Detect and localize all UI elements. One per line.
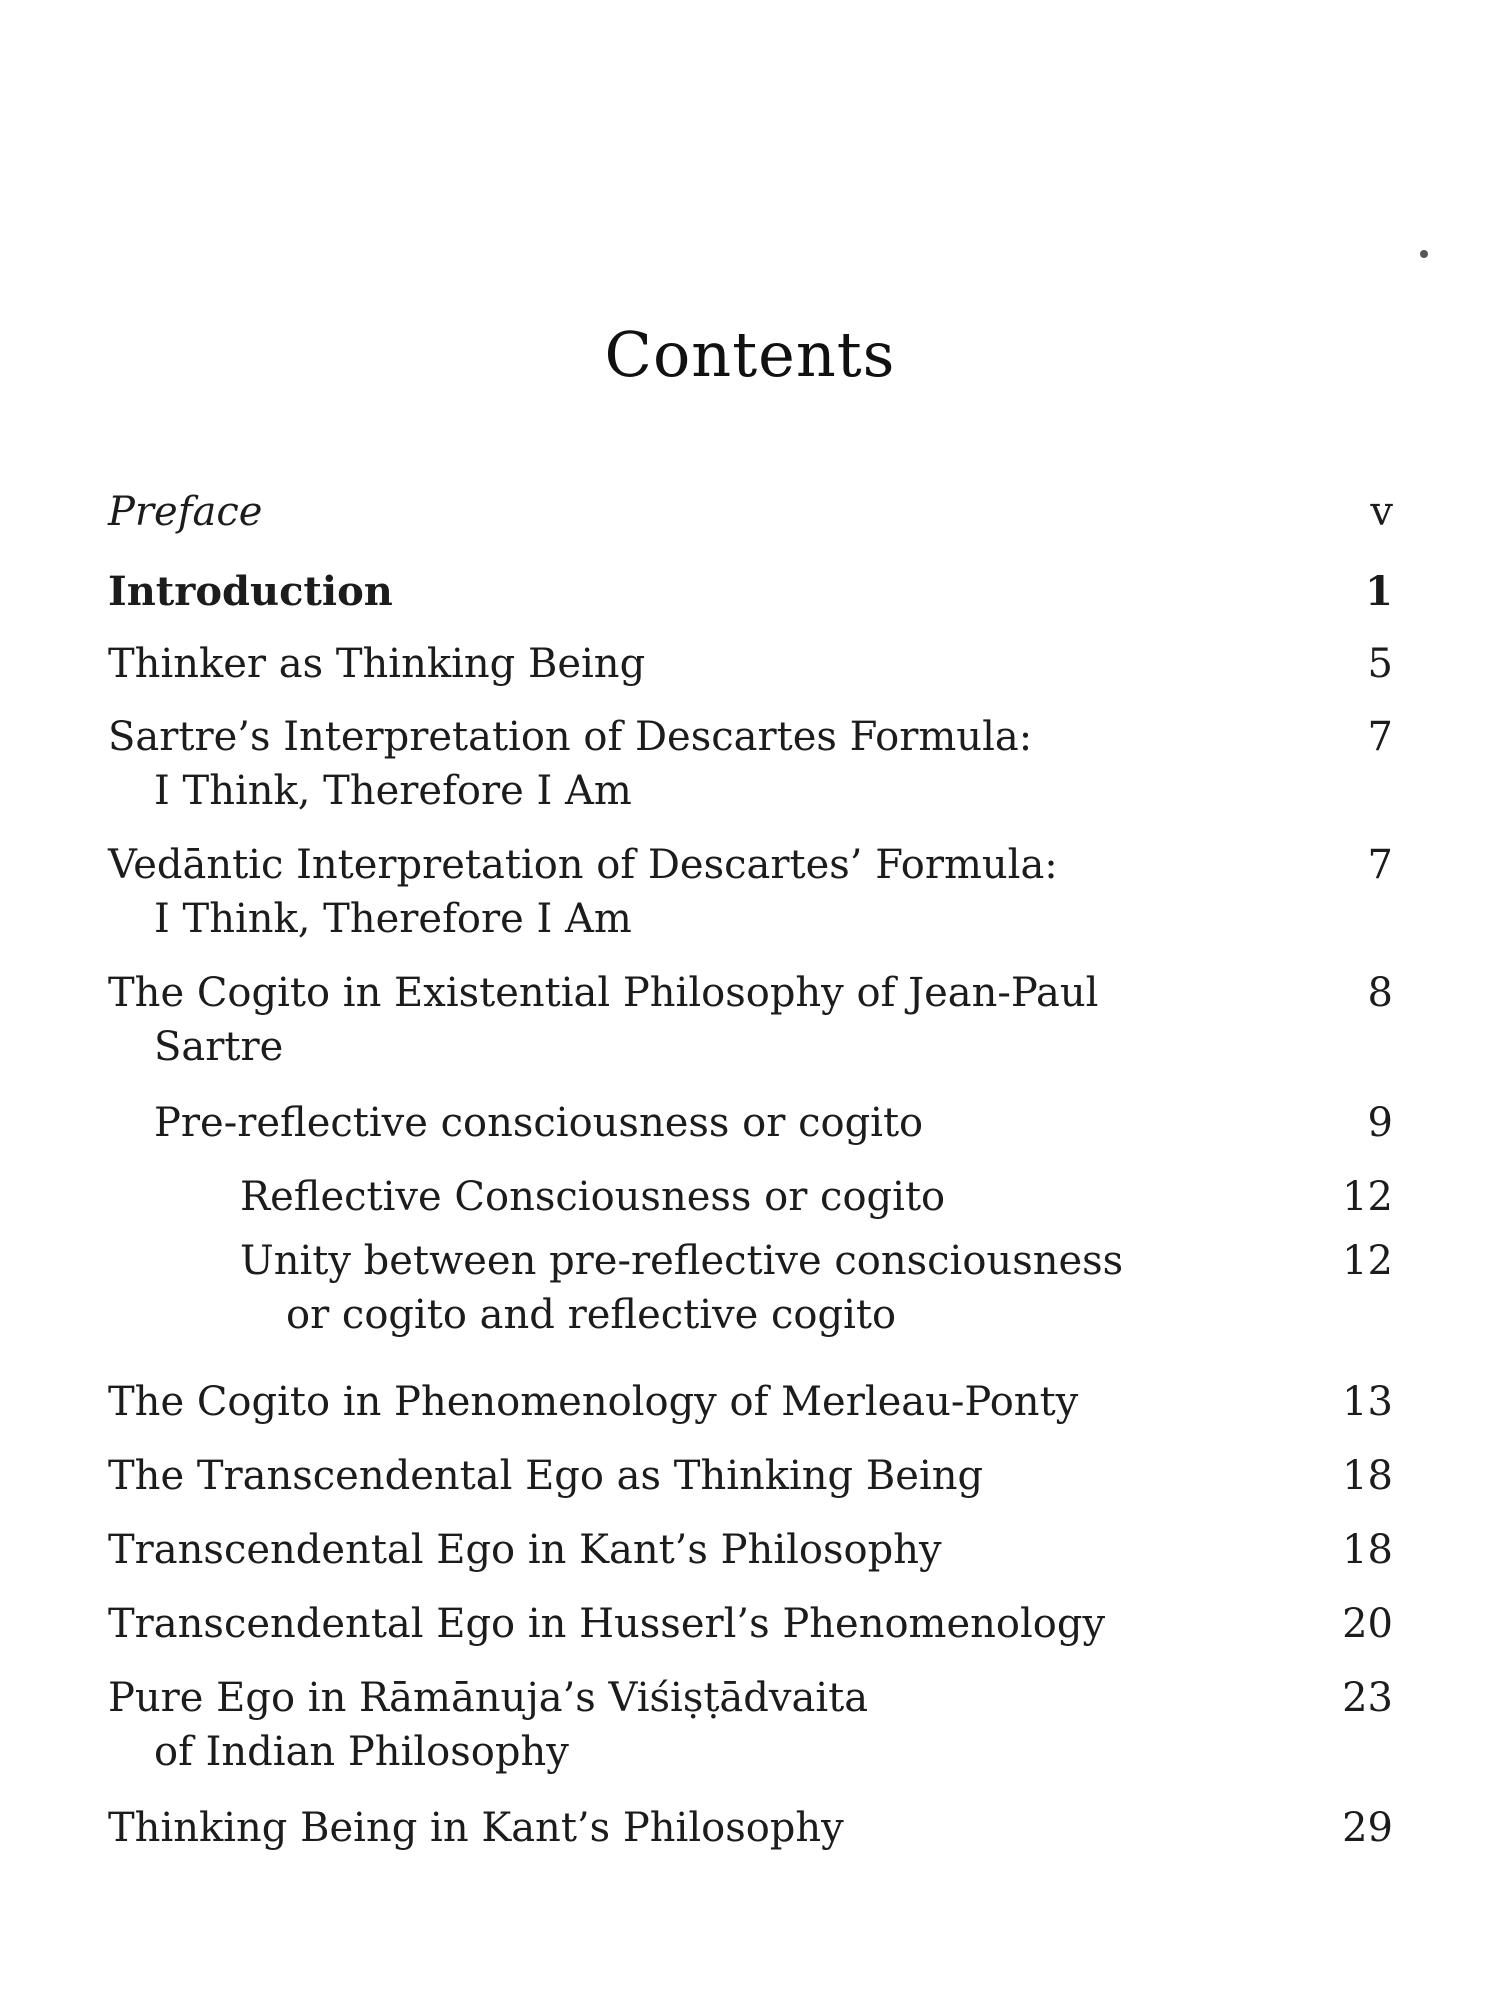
toc-entry-ramanuja: [108, 1671, 1393, 1779]
toc-entry-sartre-interpretation: [108, 710, 1393, 818]
toc-entry-line: The Cogito in Existential Philosophy of Jean-Paul: [108, 970, 1099, 1016]
toc-entry-label: Pre-reflective consciousness or cogito: [154, 1100, 924, 1146]
toc-entry-vedantic-interpretation: [108, 838, 1393, 946]
toc-entry-label: [108, 710, 1238, 818]
toc-entry-line: Unity between pre-reflective consciousness: [240, 1238, 1124, 1284]
toc-entry-husserl-ego: [108, 1597, 1393, 1651]
toc-entry-introduction: [108, 565, 1393, 619]
toc-page-number: 9: [1367, 1100, 1393, 1146]
toc-page-number: 12: [1342, 1174, 1393, 1220]
toc-page-number: 13: [1342, 1379, 1393, 1425]
toc-page-number: 7: [1367, 714, 1393, 760]
toc-page-number: 20: [1342, 1601, 1393, 1647]
toc-entry-label: Transcendental Ego in Kant’s Philosophy: [108, 1527, 942, 1573]
toc-page-number: 5: [1367, 641, 1393, 687]
toc-entry-thinker: [108, 637, 1393, 691]
toc-entry-label: Preface: [108, 489, 263, 535]
toc-entry-preface: [108, 485, 1393, 539]
toc-entry-pre-reflective: [108, 1096, 1393, 1150]
toc-entry-label: [108, 966, 1238, 1074]
page-title: Contents: [604, 318, 896, 391]
toc-entry-thinking-being-kant: [108, 1801, 1393, 1855]
toc-entry-label: Thinker as Thinking Being: [108, 641, 646, 687]
toc-page-number: v: [1370, 489, 1393, 535]
toc-entry-line: Pure Ego in Rāmānuja’s Viśiṣṭādvaita: [108, 1675, 869, 1721]
toc-page-number: 12: [1342, 1238, 1393, 1284]
toc-entry-kant-ego: [108, 1523, 1393, 1577]
toc-entry-label: Introduction: [108, 568, 393, 615]
toc-entry-label: Thinking Being in Kant’s Philosophy: [108, 1805, 844, 1851]
toc-entry-transcendental-ego: [108, 1449, 1393, 1503]
toc-entry-label: The Cogito in Phenomenology of Merleau-Ponty: [108, 1379, 1079, 1425]
ink-speck: [1420, 250, 1428, 258]
toc-entry-label: [108, 838, 1238, 946]
toc-entry-unity: [108, 1234, 1393, 1342]
toc-entry-continuation: or cogito and reflective cogito: [286, 1292, 897, 1338]
toc-entry-line: Sartre’s Interpretation of Descartes Formula:: [108, 714, 1033, 760]
toc-page-number: 29: [1342, 1805, 1393, 1851]
toc-page-number: 23: [1342, 1675, 1393, 1721]
toc-page-number: 8: [1367, 970, 1393, 1016]
toc-entry-label: [108, 1671, 1238, 1779]
toc-entry-line: Vedāntic Interpretation of Descartes’ Formula:: [108, 842, 1058, 888]
toc-page-number: 7: [1367, 842, 1393, 888]
toc-page-number: 18: [1342, 1527, 1393, 1573]
toc-entry-label: [108, 1234, 1238, 1342]
toc-page-number: 1: [1365, 568, 1393, 615]
toc-entry-continuation: of Indian Philosophy: [154, 1729, 569, 1775]
toc-entry-continuation: I Think, Therefore I Am: [154, 896, 632, 942]
toc-entry-continuation: Sartre: [154, 1024, 284, 1070]
toc-entry-label: Transcendental Ego in Husserl’s Phenomenology: [108, 1601, 1106, 1647]
toc-entry-merleau-ponty: [108, 1375, 1393, 1429]
toc-entry-cogito-existential: [108, 966, 1393, 1074]
toc-entry-continuation: I Think, Therefore I Am: [154, 768, 632, 814]
toc-entry-label: Reflective Consciousness or cogito: [240, 1174, 946, 1220]
toc-entry-label: The Transcendental Ego as Thinking Being: [108, 1453, 984, 1499]
toc-page-number: 18: [1342, 1453, 1393, 1499]
toc-entry-reflective: [108, 1170, 1393, 1224]
